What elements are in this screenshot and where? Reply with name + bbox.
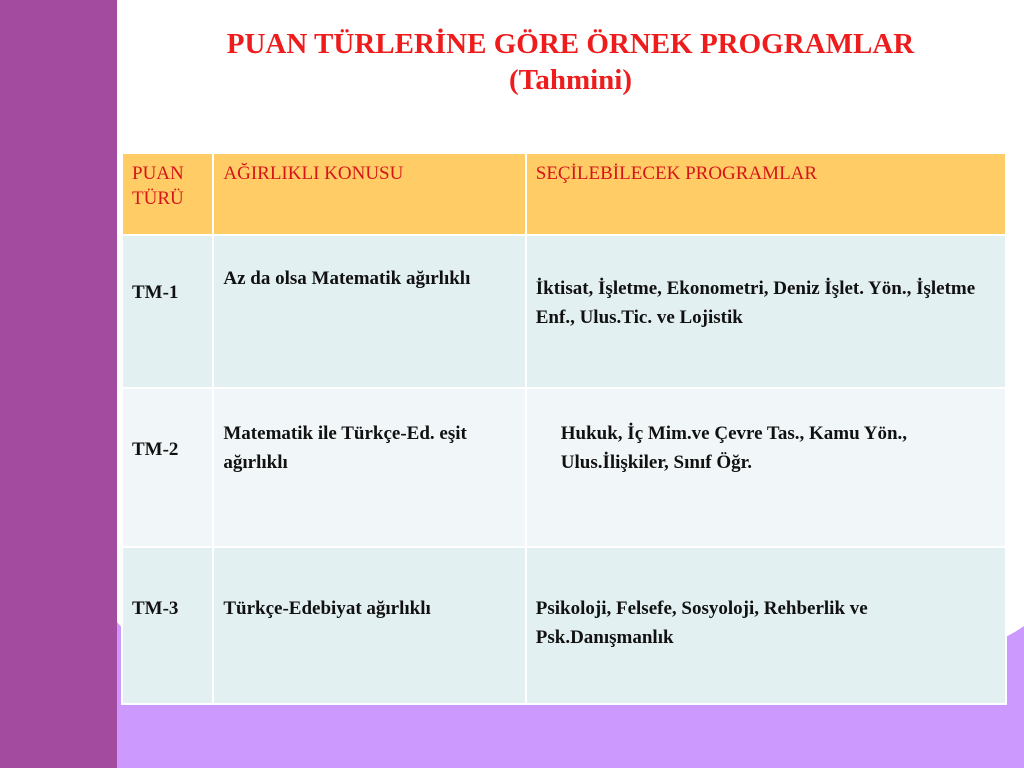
slide-title-line-1: PUAN TÜRLERİNE GÖRE ÖRNEK PROGRAMLAR [226,28,915,60]
cell-score-type: TM-3 [122,547,213,704]
table-row [122,235,1006,388]
slide-title [117,26,1024,98]
programs-table [121,152,1007,705]
cell-weighted-subject: Matematik ile Türkçe-Ed. eşit ağırlıklı [213,388,525,547]
cell-programs: Hukuk, İç Mim.ve Çevre Tas., Kamu Yön., Ulus.İlişkiler, Sınıf Öğr. [526,388,1006,547]
cell-score-type: TM-1 [122,235,213,388]
header-score-type: PUAN TÜRÜ [122,153,213,235]
cell-weighted-subject: Türkçe-Edebiyat ağırlıklı [213,547,525,704]
header-weighted-subject: AĞIRLIKLI KONUSU [213,153,525,235]
cell-programs: Psikoloji, Felsefe, Sosyoloji, Rehberlik ve Psk.Danışmanlık [526,547,1006,704]
slide-title-line-2: (Tahmini) [508,64,633,96]
table-row [122,547,1006,704]
table-header-row [122,153,1006,235]
cell-score-type: TM-2 [122,388,213,547]
table-row [122,388,1006,547]
header-selectable-programs: SEÇİLEBİLECEK PROGRAMLAR [526,153,1006,235]
cell-programs: İktisat, İşletme, Ekonometri, Deniz İşlet. Yön., İşletme Enf., Ulus.Tic. ve Lojistik [526,235,1006,388]
cell-weighted-subject: Az da olsa Matematik ağırlıklı [213,235,525,388]
